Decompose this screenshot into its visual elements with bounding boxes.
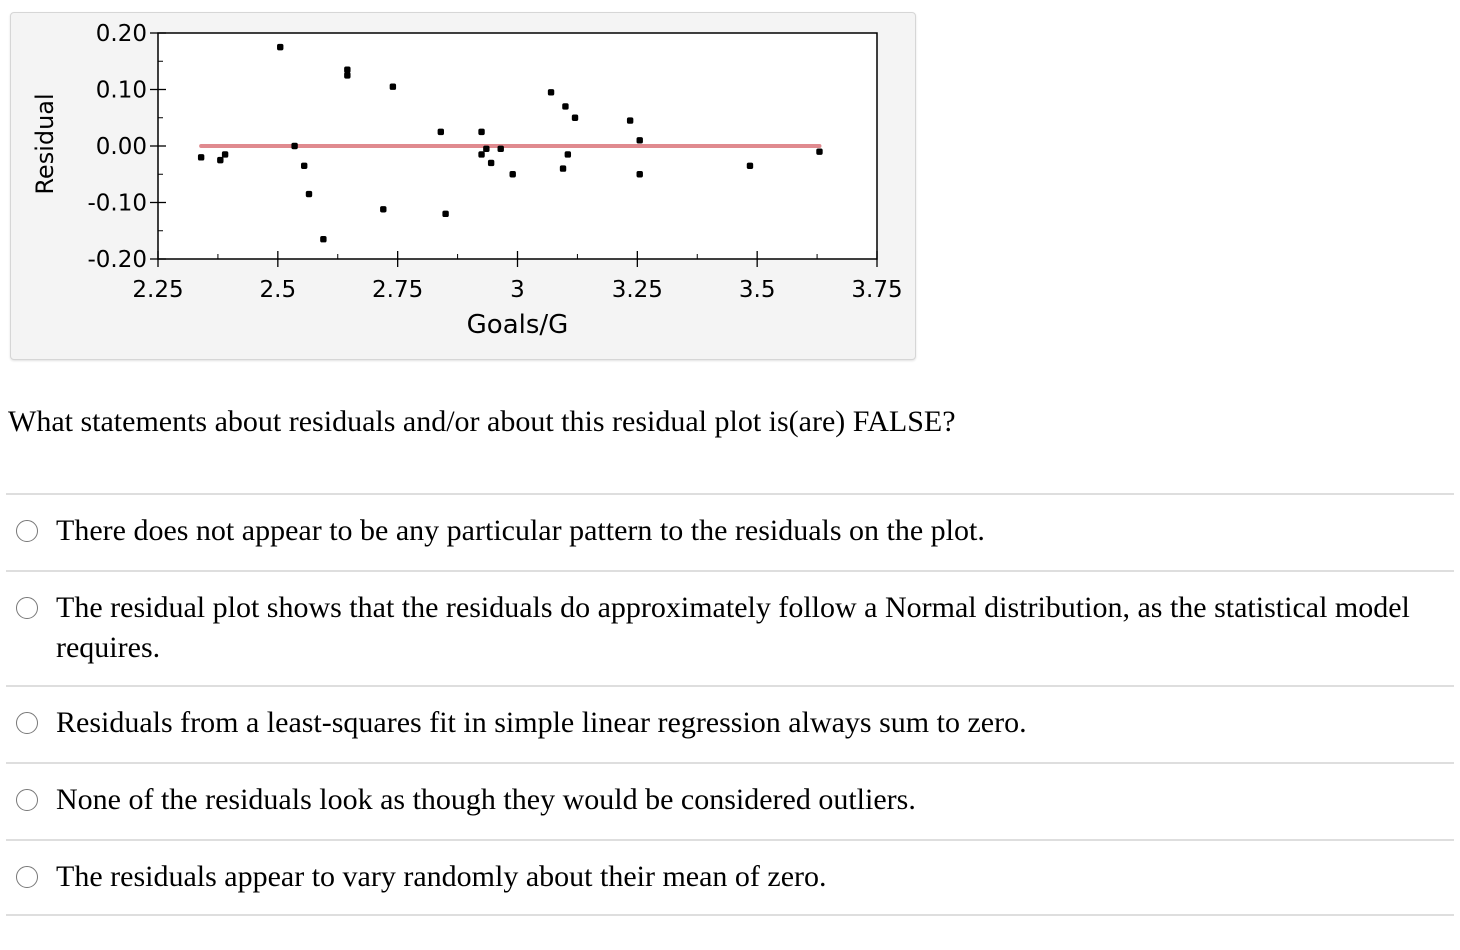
radio-button[interactable] [16, 712, 38, 734]
data-point [498, 146, 504, 152]
residual-scatter-plot [11, 13, 915, 359]
data-point [816, 148, 822, 154]
x-tick-label: 2.25 [132, 277, 184, 303]
y-axis-title: Residual [31, 93, 59, 195]
data-point [344, 67, 350, 73]
data-point [488, 160, 494, 166]
answer-options [6, 493, 1454, 916]
option-row[interactable] [6, 839, 1454, 916]
data-point [442, 211, 448, 217]
data-point [510, 171, 516, 177]
y-tick-label: -0.10 [87, 190, 147, 217]
data-point [277, 44, 283, 50]
data-point [438, 129, 444, 135]
x-tick-label: 3.5 [738, 277, 776, 303]
data-point [637, 137, 643, 143]
radio-button[interactable] [16, 597, 38, 619]
option-label: Residuals from a least-squares fit in simple linear regression always sum to zero. [56, 706, 1027, 739]
data-point [301, 163, 307, 169]
option-row[interactable] [6, 762, 1454, 839]
data-point [627, 117, 633, 123]
data-point [320, 236, 326, 242]
radio-button[interactable] [16, 520, 38, 542]
x-tick-label: 3.25 [611, 277, 663, 303]
data-point [344, 72, 350, 78]
option-label: The residuals appear to vary randomly about their mean of zero. [56, 860, 827, 893]
option-label: The residual plot shows that the residuals do approximately follow a Normal distribution, as the statistical model requires. [56, 591, 1410, 664]
radio-button[interactable] [16, 789, 38, 811]
data-point [291, 143, 297, 149]
data-point [562, 103, 568, 109]
x-tick-label: 3.75 [851, 277, 903, 303]
x-tick-label: 3 [510, 277, 525, 303]
data-point [747, 163, 753, 169]
data-point [390, 83, 396, 89]
data-point [380, 206, 386, 212]
data-point [478, 151, 484, 157]
question-text: What statements about residuals and/or about this residual plot is(are) FALSE? [8, 405, 956, 438]
data-point [572, 115, 578, 121]
data-point [560, 165, 566, 171]
option-row[interactable] [6, 493, 1454, 570]
y-tick-label: 0.10 [95, 77, 147, 104]
data-point [637, 171, 643, 177]
x-tick-label: 2.5 [259, 277, 297, 303]
y-tick-label: 0.20 [95, 21, 147, 47]
data-point [565, 151, 571, 157]
residual-plot-panel [10, 12, 916, 360]
y-tick-label: 0.00 [95, 134, 147, 160]
x-tick-label: 2.75 [372, 277, 424, 303]
data-point [478, 129, 484, 135]
data-point [222, 151, 228, 157]
data-point [306, 191, 312, 197]
x-axis-title: Goals/G [466, 310, 569, 340]
option-label: None of the residuals look as though they would be considered outliers. [56, 783, 916, 816]
radio-button[interactable] [16, 866, 38, 888]
option-row[interactable] [6, 570, 1454, 685]
data-point [217, 157, 223, 163]
data-point [548, 89, 554, 95]
y-tick-label: -0.20 [87, 247, 147, 273]
data-point [483, 146, 489, 152]
option-label: There does not appear to be any particular pattern to the residuals on the plot. [56, 514, 985, 547]
data-point [198, 154, 204, 160]
option-row[interactable] [6, 685, 1454, 762]
